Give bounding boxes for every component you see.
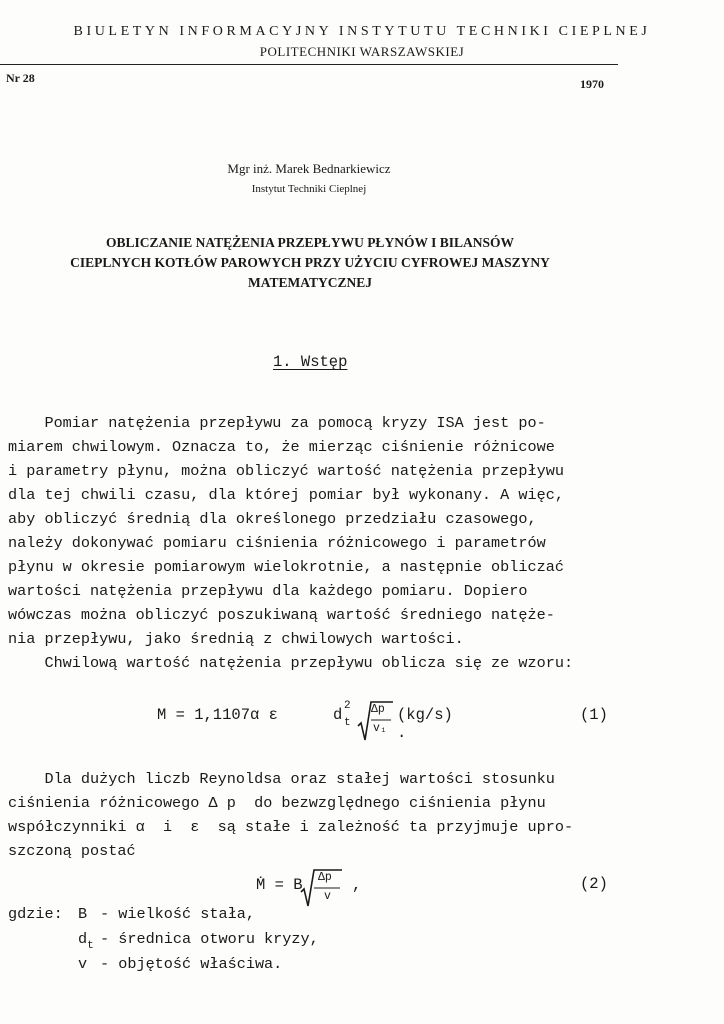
- author-affiliation: Instytut Techniki Cieplnej: [251, 183, 367, 195]
- equation-2-number: (2): [580, 875, 608, 893]
- legend-symbol-subscript: t: [87, 940, 94, 952]
- legend-row: [78, 905, 255, 923]
- equation-1-denominator: v₁: [373, 722, 387, 735]
- author-name: Mgr inż. Marek Bednarkiewicz: [227, 161, 391, 176]
- equation-2-denominator: v: [324, 890, 331, 903]
- title-line: CIEPLNYCH KOTŁÓW PAROWYCH PRZY UŻYCIU CYFROWEJ MASZYNY: [70, 255, 550, 270]
- legend-row: [78, 955, 282, 973]
- title-line: MATEMATYCZNEJ: [248, 275, 372, 290]
- article-title: [30, 233, 590, 293]
- header-rule: [0, 64, 618, 65]
- section-heading: 1. Wstęp: [273, 353, 348, 371]
- issue-year: 1970: [580, 77, 604, 91]
- body-paragraph-1: Pomiar natężenia przepływu za pomocą kryzy ISA jest po- miarem chwilowym. Oznacza to, że mierząc ciśnienie różnicowe i parametry płynu, można obliczyć wartość natężenia przepływu dla tej chwili czasu, dla której pomiar był wykonany. A więc, aby obliczyć średnią dla określonego przedziału czasowego, należy dokonywać pomiaru ciśnienia różnicowego i parametrów płynu w okresie pomiarowym wielokrotnie, a następnie obliczać wartości natężenia przepływu dla każdego pomiaru. Dopiero wówczas można obliczyć poszukiwaną wartość średniego natęże- nia przepływu, jako średnią z chwilowych wartości. Chwilową wartość natężenia przepływu oblicza się ze wzoru:: [8, 414, 574, 672]
- legend-description: - objętość właściwa.: [100, 955, 283, 973]
- equation-1-unit: (kg/s) .: [397, 706, 453, 742]
- journal-subtitle: POLITECHNIKI WARSZAWSKIEJ: [259, 44, 465, 59]
- equation-1-lhs: M = 1,1107α ε: [157, 706, 278, 724]
- equation-1-superscript: 2: [344, 700, 351, 712]
- legend-row: [78, 930, 319, 952]
- equation-1-diameter: d: [333, 706, 343, 724]
- equation-2-lhs: Ṁ = B: [256, 876, 303, 894]
- equation-2-comma: ,: [352, 876, 362, 894]
- title-line: OBLICZANIE NATĘŻENIA PRZEPŁYWU PŁYNÓW I BILANSÓW: [106, 235, 514, 250]
- legend-symbol: $d_t$: [78, 930, 94, 952]
- legend-where-label: gdzie:: [8, 905, 63, 923]
- equation-1: [157, 700, 457, 744]
- equation-1-subscript: t: [344, 717, 351, 729]
- legend-symbol: v: [78, 955, 88, 973]
- equation-1-number: (1): [580, 706, 608, 724]
- journal-title: BIULETYN INFORMACYJNY INSTYTUTU TECHNIKI CIEPLNEJ: [73, 24, 651, 39]
- legend-symbol: B: [78, 905, 88, 923]
- equation-2-numerator: Δp: [318, 871, 332, 884]
- issue-number: Nr 28: [6, 71, 35, 85]
- equation-1-numerator: Δp: [371, 703, 385, 716]
- legend-description: - wielkość stała,: [100, 905, 255, 923]
- body-paragraph-2: Dla dużych liczb Reynoldsa oraz stałej wartości stosunku ciśnienia różnicowego Δ p do bezwzględnego ciśnienia płynu współczynniki α i ε są stałe i zależność ta przyjmuje upro- szczoną postać: [8, 770, 574, 860]
- equation-2: [256, 866, 376, 910]
- legend-description: - średnica otworu kryzy,: [100, 930, 319, 948]
